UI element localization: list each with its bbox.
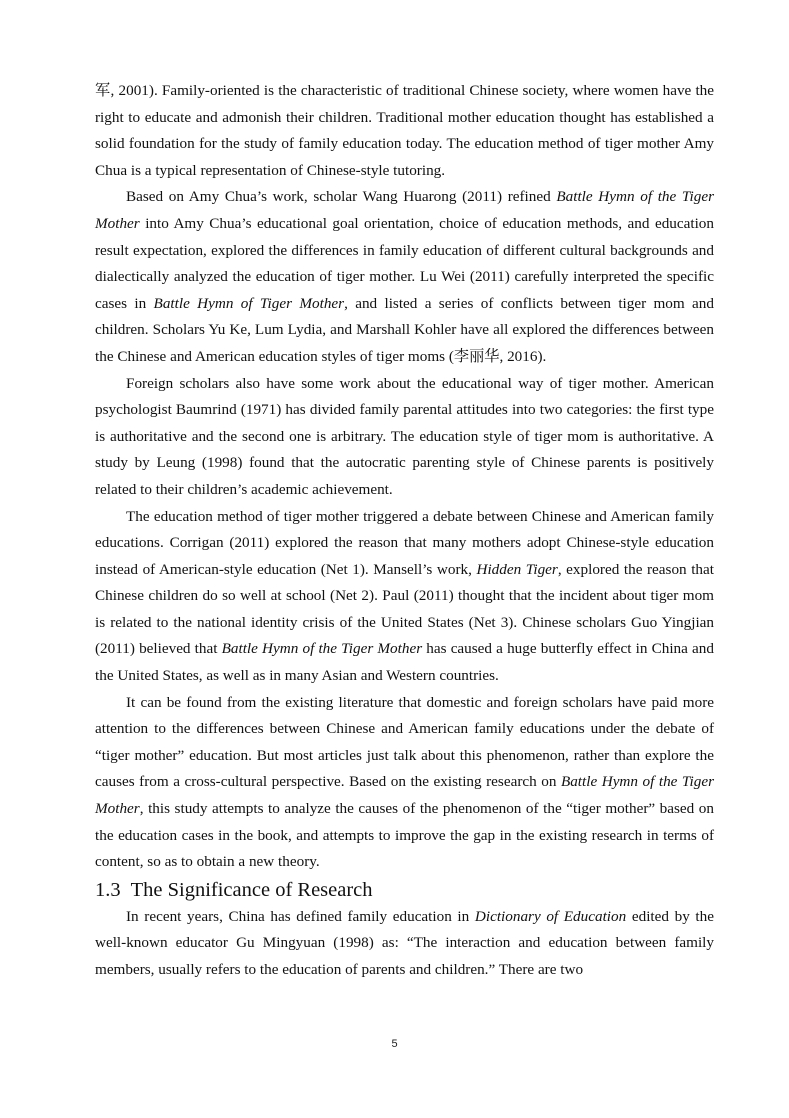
body-paragraph [95,690,714,876]
italic-title-text: Hidden Tiger [476,560,558,578]
italic-title-text: Battle Hymn of the Tiger Mother [95,188,714,232]
italic-title-text: Battle Hymn of the Tiger Mother [95,773,714,818]
paragraph-text: , this study attempts to analyze the causes of the phenomenon of the “tiger mother” based on the education cases in the book, and attempts to improve the gap in the existing research in terms of content, so as to obtain a new theory. [95,800,714,871]
body-paragraph [95,504,714,690]
paragraph-text: Foreign scholars also have some work about the educational way of tiger mother. American psychologist Baumrind (1971) has divided family parental attitudes into two categories: the first type is authoritative and the second one is arbitrary. The education style of tiger mom is authoritative. A study by Leung (1998) found that the autocratic parenting style of Chinese parents is positively related to their children’s academic achievement. [95,374,714,498]
body-paragraph [95,904,714,984]
paragraph-text: edited by the well-known educator Gu Mingyuan (1998) as: “The interaction and education between family members, usually refers to the education of parents and children.” There are two [95,907,714,978]
paragraphs-after-heading [95,904,714,984]
italic-title-text: Dictionary of Education [474,907,627,925]
paragraph-text: , and listed a series of conflicts between tiger mom and children. Scholars Yu Ke, Lum Lydia, and Marshall Kohler have all explored the differences between the Chinese and American education styles of tiger moms (李丽华, 2016). [95,294,714,365]
body-paragraph [95,371,714,504]
paragraph-text: has caused a huge butterfly effect in China and the United States, as well as in many Asian and Western countries. [95,640,714,685]
page-number: 5 [391,1038,398,1050]
body-paragraph [95,184,714,370]
page-body [95,78,714,984]
paragraph-text: , explored the reason that Chinese children do so well at school (Net 2). Paul (2011) thought that the incident about tiger mom is related to the national identity crisis of the United States (Net 3). Chinese scholars Guo Yingjian (2011) believed that [95,560,714,658]
italic-title-text: Battle Hymn of Tiger Mother [153,294,345,312]
paragraph-text: 军, 2001). Family-oriented is the characteristic of traditional Chinese society, where women have the right to educate and admonish their children. Traditional mother education thought has established a solid foundation for the study of family education today. The education method of tiger mother Amy Chua is a typical representation of Chinese-style tutoring. [95,82,714,179]
paragraphs-before-heading [95,78,714,876]
paragraph-text: In recent years, China has defined family education in [126,907,475,925]
section-number: 1.3 [95,878,121,901]
section-title: The Significance of Research [130,878,373,901]
paragraph-text: It can be found from the existing literature that domestic and foreign scholars have paid more attention to the differences between Chinese and American family educations under the debate of “tiger mother” education. But most articles just talk about this phenomenon, rather than explore the causes from a cross-cultural perspective. Based on the existing research on [95,693,714,791]
body-paragraph [95,78,714,184]
paragraph-text: Based on Amy Chua’s work, scholar Wang Huarong (2011) refined [126,188,557,206]
paragraph-text: The education method of tiger mother triggered a debate between Chinese and American family educations. Corrigan (2011) explored the reason that many mothers adopt Chinese-style education instead of American-style education (Net 1). Mansell’s work, [95,507,714,578]
italic-title-text: Battle Hymn of the Tiger Mother [221,640,423,658]
section-heading [95,876,714,904]
paragraph-text: into Amy Chua’s educational goal orientation, choice of education methods, and education result expectation, explored the differences in family education of different cultural backgrounds and dialectically analyzed the education of tiger mother. Lu Wei (2011) carefully interpreted the specific cases in [95,214,714,312]
